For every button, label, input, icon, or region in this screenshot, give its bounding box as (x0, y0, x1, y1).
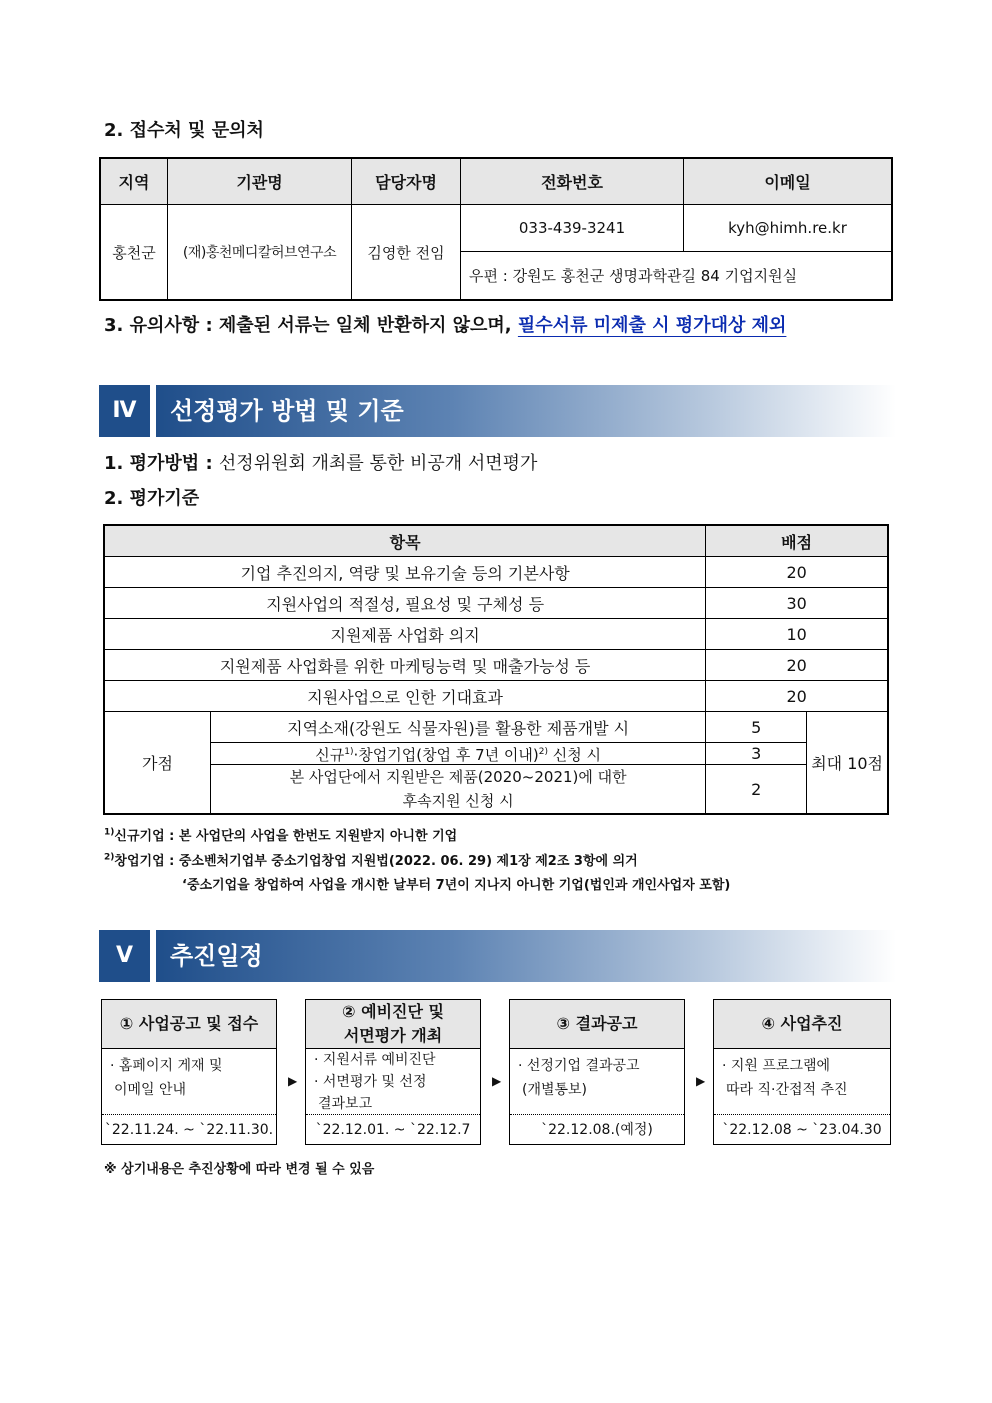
step-date: `22.11.24. ~ `22.11.30. (104, 1122, 274, 1138)
notice-text (104, 311, 786, 337)
step-line: 이메일 안내 (114, 1082, 187, 1098)
criteria-item: 지원제품 사업화 의지 (104, 619, 706, 650)
bonus-item (211, 743, 706, 765)
bonus-item-part: 신청 시 (547, 746, 601, 764)
step-body (306, 1049, 480, 1115)
footnote-mark: 2) (104, 852, 115, 863)
footnote-ref: 2) (538, 747, 548, 757)
step-body (510, 1049, 684, 1115)
step-line: (개별통보) (522, 1082, 588, 1098)
header-person: 담당자명 (352, 158, 461, 205)
criteria-title: 2. 평가기준 (104, 488, 200, 509)
step-title: ③ 결과공고 (510, 1000, 684, 1049)
criteria-score: 20 (706, 650, 888, 681)
section-title-contact: 2. 접수처 및 문의처 (104, 120, 264, 141)
criteria-score: 20 (706, 681, 888, 712)
section-number: Ⅴ (99, 930, 150, 982)
table-row (104, 619, 888, 650)
step-line: · 지원서류 예비진단 (314, 1052, 436, 1068)
bonus-max: 최대 10점 (807, 712, 888, 815)
criteria-item: 지원사업의 적절성, 필요성 및 구체성 등 (104, 588, 706, 619)
footnote-ref: 1) (344, 747, 354, 757)
bonus-item-part: ·창업기업(창업 후 7년 이내) (353, 746, 539, 764)
table-row (104, 765, 888, 815)
bonus-score: 2 (706, 765, 807, 815)
table-row (104, 588, 888, 619)
table-row (104, 557, 888, 588)
method-label: 1. 평가방법 : (104, 453, 219, 474)
bonus-item: 지역소재(강원도 식물자원)를 활용한 제품개발 시 (211, 712, 706, 743)
bonus-item-line: 후속지원 신청 시 (402, 792, 514, 810)
step-line: · 선정기업 결과공고 (518, 1058, 640, 1074)
step-title: ② 예비진단 및 서면평가 개최 (306, 1000, 480, 1049)
arrow-right-icon: ▶ (696, 1074, 706, 1088)
table-row (104, 681, 888, 712)
address-cell: 우편 : 강원도 홍천군 생명과학관길 84 기업지원실 (461, 252, 893, 301)
schedule-note: ※ 상기내용은 추진상황에 따라 변경 될 수 있음 (104, 1162, 375, 1177)
footnote-text: 신규기업 : 본 사업단의 사업을 한번도 지원받지 아니한 기업 (114, 829, 458, 844)
schedule-step (713, 999, 891, 1145)
section-banner-4 (99, 385, 896, 437)
section-banner-5 (99, 930, 896, 982)
email-cell[interactable]: kyh@himh.re.kr (684, 205, 893, 252)
header-region: 지역 (100, 158, 168, 205)
header-phone: 전화번호 (461, 158, 684, 205)
step-line: · 홈페이지 게재 및 (110, 1058, 223, 1074)
person-cell: 김영한 전임 (352, 205, 461, 301)
step-body (102, 1049, 276, 1115)
criteria-item: 지원제품 사업화를 위한 마케팅능력 및 매출가능성 등 (104, 650, 706, 681)
header-item: 항목 (104, 525, 706, 557)
step-date: `22.12.01. ~ `22.12.7 (315, 1122, 471, 1138)
criteria-item: 기업 추진의지, 역량 및 보유기술 등의 기본사항 (104, 557, 706, 588)
bonus-score: 3 (706, 743, 807, 765)
criteria-score: 30 (706, 588, 888, 619)
header-email: 이메일 (684, 158, 893, 205)
step-line: · 서면평가 및 선정 (314, 1074, 427, 1090)
header-org: 기관명 (168, 158, 352, 205)
phone-cell: 033-439-3241 (461, 205, 684, 252)
section-heading: 추진일정 (156, 930, 896, 982)
criteria-score: 20 (706, 557, 888, 588)
criteria-score: 10 (706, 619, 888, 650)
notice-prefix: 3. 유의사항 : 제출된 서류는 일체 반환하지 않으며, (104, 315, 518, 336)
step-line: 따라 직·간접적 추진 (726, 1082, 848, 1098)
footnote-2 (104, 850, 638, 869)
criteria-table (103, 524, 889, 815)
step-date: `22.12.08.(예정) (541, 1122, 653, 1138)
table-row (104, 743, 888, 765)
org-cell: (재)홍천메디칼허브연구소 (168, 205, 352, 301)
notice-emphasis: 필수서류 미제출 시 평가대상 제외 (517, 315, 787, 336)
criteria-item: 지원사업으로 인한 기대효과 (104, 681, 706, 712)
arrow-right-icon: ▶ (492, 1074, 502, 1088)
step-title: ④ 사업추진 (714, 1000, 890, 1049)
evaluation-method (104, 449, 537, 475)
schedule-step (101, 999, 277, 1145)
schedule-step (509, 999, 685, 1145)
method-text: 선정위원회 개최를 통한 비공개 서면평가 (218, 453, 538, 474)
bonus-item-line: 본 사업단에서 지원받은 제품(2020~2021)에 대한 (289, 768, 627, 786)
step-body (714, 1049, 890, 1115)
step-title: ① 사업공고 및 접수 (102, 1000, 276, 1049)
arrow-right-icon: ▶ (288, 1074, 298, 1088)
schedule-step (305, 999, 481, 1145)
footnote-mark: 1) (104, 827, 115, 838)
contact-table (99, 157, 893, 301)
footnote-1 (104, 825, 457, 844)
section-number: Ⅳ (99, 385, 150, 437)
bonus-score: 5 (706, 712, 807, 743)
table-row (104, 650, 888, 681)
footnote-2-continued: ‘중소기업을 창업하여 사업을 개시한 날부터 7년이 지나지 아니한 기업(법인과 개인사업자 포함) (182, 878, 731, 893)
bonus-item (211, 765, 706, 815)
header-score: 배점 (706, 525, 888, 557)
bonus-label: 가점 (104, 712, 211, 815)
step-line: · 지원 프로그램에 (722, 1058, 831, 1074)
step-date: `22.12.08 ~ `23.04.30 (722, 1122, 882, 1138)
section-heading: 선정평가 방법 및 기준 (156, 385, 896, 437)
bonus-item-part: 신규 (315, 746, 345, 764)
step-line: 결과보고 (318, 1096, 373, 1112)
region-cell: 홍천군 (100, 205, 168, 301)
footnote-text: 창업기업 : 중소벤처기업부 중소기업창업 지원법(2022. 06. 29) 제1장 제2조 3항에 의거 (114, 854, 638, 869)
table-row (104, 712, 888, 743)
